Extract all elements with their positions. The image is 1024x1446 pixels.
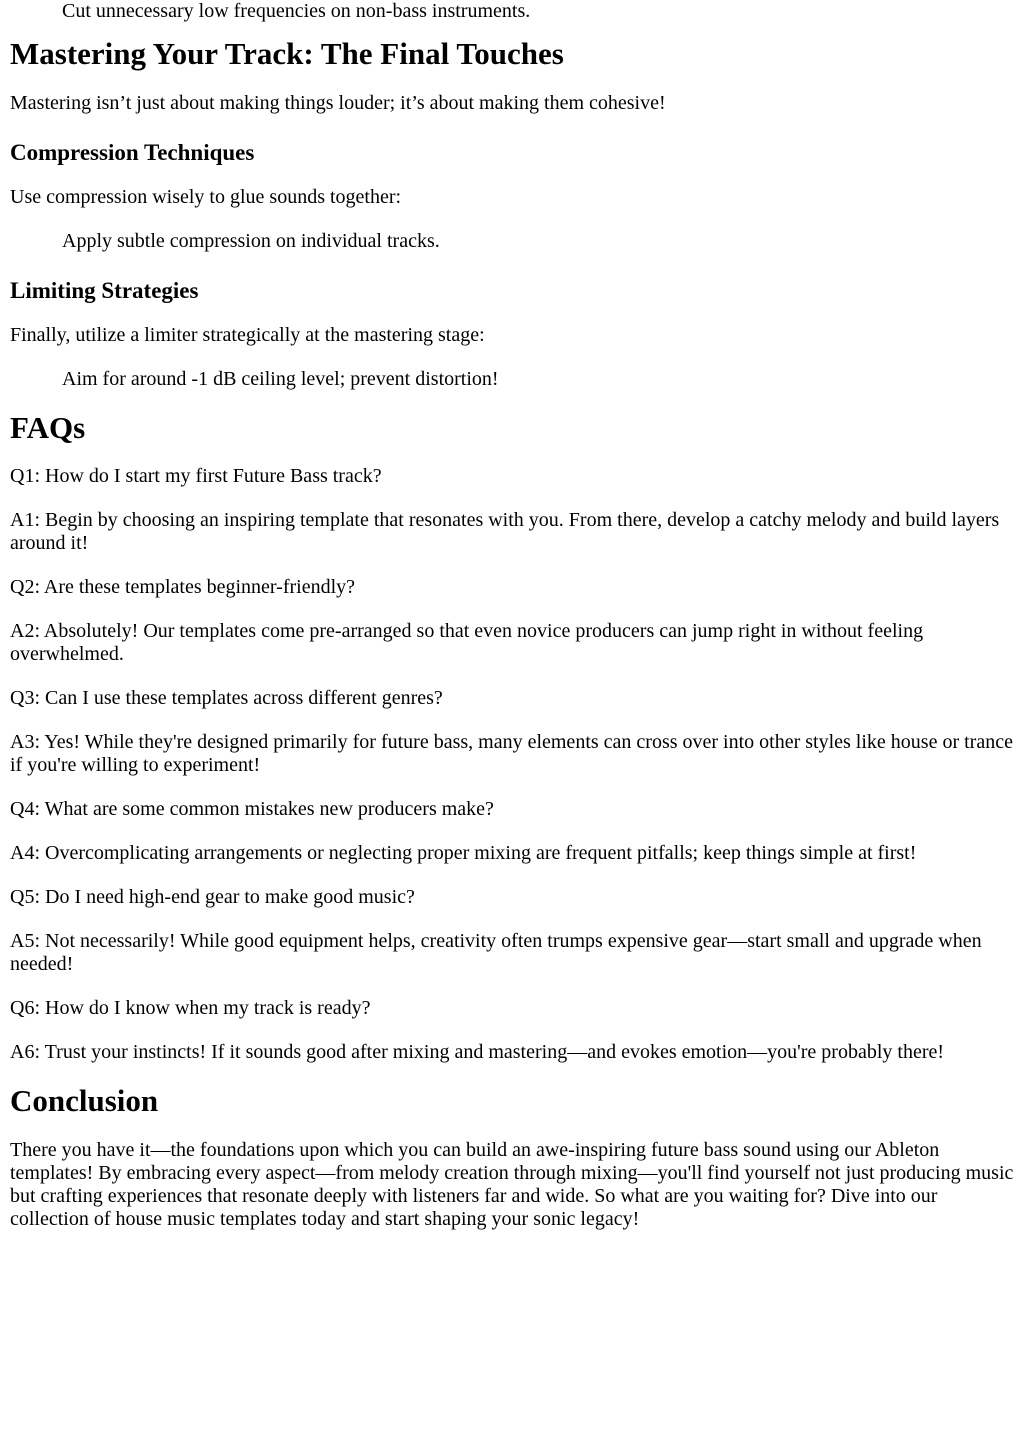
- faq-question-4: Q4: What are some common mistakes new producers make?: [10, 798, 494, 820]
- list-item: Apply subtle compression on individual tracks.: [62, 230, 440, 252]
- faq-question-3: Q3: Can I use these templates across different genres?: [10, 687, 443, 709]
- faq-answer-6: A6: Trust your instincts! If it sounds good after mixing and mastering—and evokes emotion—you're probably there!: [10, 1041, 945, 1063]
- compression-list: [10, 230, 1014, 253]
- faq-question-1: Q1: How do I start my first Future Bass track?: [10, 465, 382, 487]
- list-item: Aim for around -1 dB ceiling level; prevent distortion!: [62, 368, 499, 390]
- conclusion-paragraph: There you have it—the foundations upon which you can build an awe-inspiring future bass sound using our Ableton templates! By embracing every aspect—from melody creation through mixing—you'll find yourself not just producing music but crafting experiences that resonate deeply with listeners far and wide. So what are you waiting for? Dive into our collection of house music templates today and start shaping your sonic legacy!: [10, 1139, 1014, 1230]
- faq-answer-4: A4: Overcomplicating arrangements or neglecting proper mixing are frequent pitfalls; keep things simple at first!: [10, 842, 917, 864]
- faq-question-2: Q2: Are these templates beginner-friendly?: [10, 576, 356, 598]
- faq-answer-1: A1: Begin by choosing an inspiring template that resonates with you. From there, develop a catchy melody and build layers around it!: [10, 509, 1000, 554]
- limiting-paragraph: Finally, utilize a limiter strategically at the mastering stage:: [10, 324, 485, 346]
- faq-list: [10, 465, 1014, 1064]
- intro-list: [10, 0, 1014, 23]
- limiting-list: [10, 368, 1014, 391]
- faq-answer-2: A2: Absolutely! Our templates come pre-arranged so that even novice producers can jump right in without feeling overwhelmed.: [10, 620, 924, 665]
- conclusion-heading: Conclusion: [10, 1083, 159, 1118]
- faqs-heading: FAQs: [10, 410, 86, 445]
- list-item: Cut unnecessary low frequencies on non-bass instruments.: [62, 0, 531, 22]
- mastering-heading: Mastering Your Track: The Final Touches: [10, 36, 564, 71]
- faq-question-5: Q5: Do I need high-end gear to make good music?: [10, 886, 415, 908]
- limiting-heading: Limiting Strategies: [10, 278, 199, 303]
- faq-question-6: Q6: How do I know when my track is ready?: [10, 997, 371, 1019]
- faq-answer-5: A5: Not necessarily! While good equipment helps, creativity often trumps expensive gear—start small and upgrade when needed!: [10, 930, 982, 975]
- mastering-paragraph: Mastering isn’t just about making things louder; it’s about making them cohesive!: [10, 92, 666, 114]
- compression-heading: Compression Techniques: [10, 140, 255, 165]
- faq-answer-3: A3: Yes! While they're designed primarily for future bass, many elements can cross over into other styles like house or trance if you're willing to experiment!: [10, 731, 1013, 776]
- compression-paragraph: Use compression wisely to glue sounds together:: [10, 186, 402, 208]
